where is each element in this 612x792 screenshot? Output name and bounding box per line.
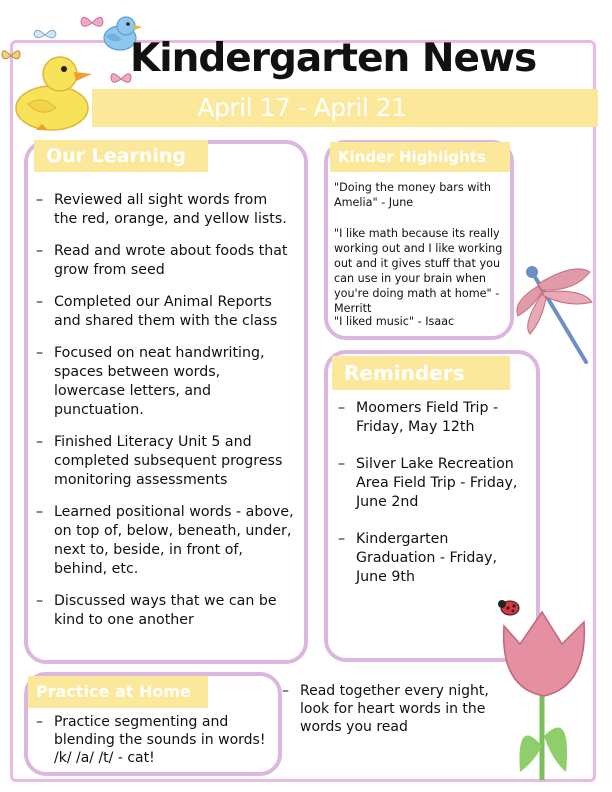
- list-item: – Read and wrote about foods that grow from seed: [36, 242, 294, 280]
- date-range: April 17 - April 21: [197, 93, 407, 122]
- list-item: – Read together every night, look for heart words in the words you read: [282, 682, 518, 736]
- list-item: – Silver Lake Recreation Area Field Trip - Friday, June 2nd: [338, 455, 528, 512]
- list-item: – Finished Literacy Unit 5 and completed subsequent progress monitoring assessments: [36, 433, 294, 490]
- butterfly-icon: [30, 26, 60, 44]
- highlight-quote: "Doing the money bars with Amelia" - June: [334, 181, 491, 209]
- list-item: – Practice segmenting and blending the sounds in words! /k/ /a/ /t/ - cat!: [36, 713, 272, 767]
- page-title: Kindergarten News: [130, 36, 537, 81]
- highlight-quote: "I like math because its really working out and I like working out and it gives stuff that you can use in your brain when you're doing math at home" - Merritt: [334, 227, 503, 315]
- list-item: – Learned positional words - above, on top of, below, beneath, under, next to, beside, in front of, behind, etc.: [36, 503, 294, 579]
- list-item: – Reviewed all sight words from the red, orange, and yellow lists.: [36, 191, 294, 229]
- highlight-quote: "I liked music" - Isaac: [334, 315, 455, 328]
- practice-list-left: [36, 713, 272, 780]
- practice-at-home-heading: Practice at Home: [28, 676, 208, 708]
- our-learning-list: [36, 191, 294, 643]
- butterfly-icon: [78, 12, 106, 34]
- reminders-list: [338, 399, 528, 600]
- butterfly-icon: [0, 46, 22, 66]
- reminders-heading: Reminders: [332, 356, 510, 390]
- list-item: – Discussed ways that we can be kind to one another: [36, 592, 294, 630]
- our-learning-heading: Our Learning: [34, 140, 208, 172]
- kinder-highlights-heading: Kinder Highlights: [330, 142, 510, 172]
- practice-list-right: [282, 682, 518, 749]
- list-item: – Moomers Field Trip - Friday, May 12th: [338, 399, 528, 437]
- list-item: – Completed our Animal Reports and shared them with the class: [36, 293, 294, 331]
- list-item: – Focused on neat handwriting, spaces between words, lowercase letters, and punctuation.: [36, 344, 294, 420]
- list-item: – Kindergarten Graduation - Friday, June 9th: [338, 530, 528, 587]
